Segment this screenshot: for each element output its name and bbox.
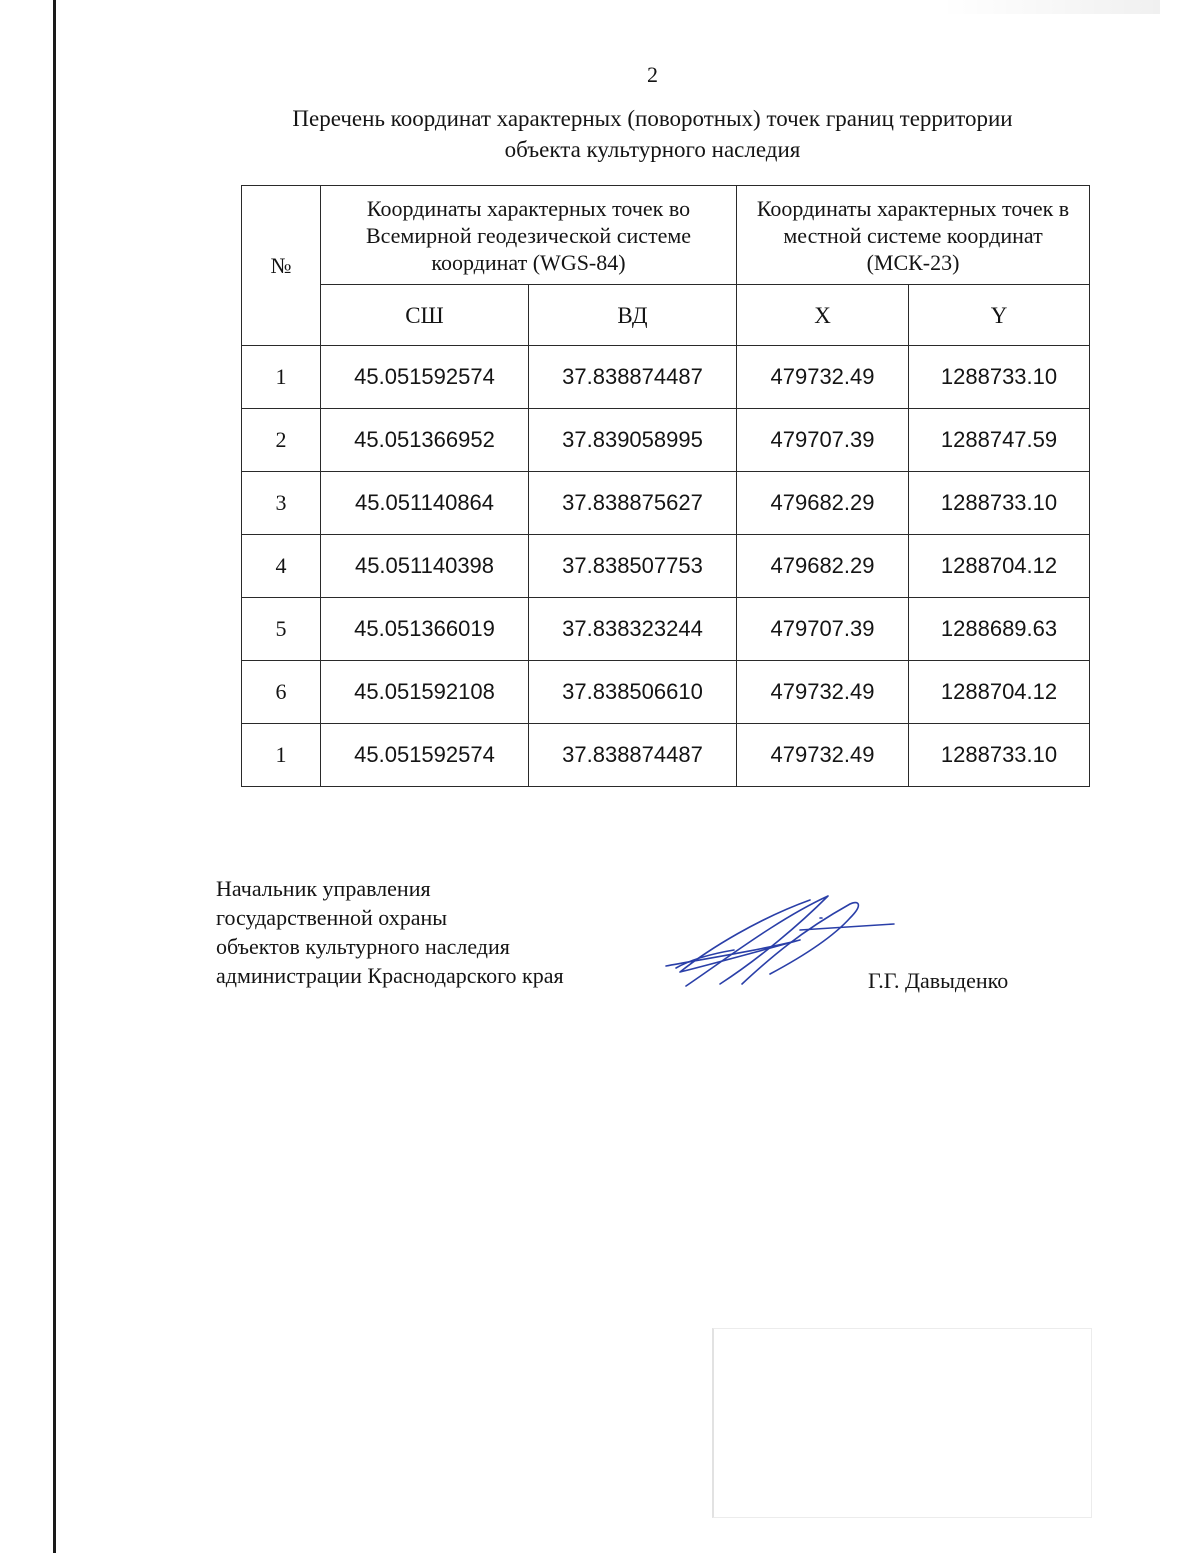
y-cell: 1288733.10 — [909, 472, 1090, 535]
header-wgs84: Координаты характерных точек во Всемирной геодезической системе координат (WGS-84) — [321, 186, 737, 285]
signer-name: Г.Г. Давыденко — [868, 968, 1009, 993]
x-cell: 479732.49 — [737, 724, 909, 787]
latitude-cell: 45.051366952 — [321, 409, 529, 472]
signer-position-line: Начальник управления — [216, 876, 431, 901]
header-msk23: Координаты характерных точек в местной системе координат (МСК-23) — [737, 186, 1090, 285]
x-cell: 479707.39 — [737, 598, 909, 661]
signer-position — [216, 874, 564, 990]
document-title — [225, 103, 1080, 165]
latitude-cell: 45.051140864 — [321, 472, 529, 535]
point-number: 2 — [242, 409, 321, 472]
longitude-cell: 37.838323244 — [529, 598, 737, 661]
header-longitude: ВД — [529, 285, 737, 346]
longitude-cell: 37.838874487 — [529, 346, 737, 409]
header-number: № — [242, 186, 321, 346]
scan-artifact — [940, 0, 1160, 14]
table-row — [242, 535, 1090, 598]
x-cell: 479707.39 — [737, 409, 909, 472]
longitude-cell: 37.838874487 — [529, 724, 737, 787]
header-y: Y — [909, 285, 1090, 346]
page-number: 2 — [647, 62, 658, 87]
y-cell: 1288747.59 — [909, 409, 1090, 472]
x-cell: 479732.49 — [737, 346, 909, 409]
x-cell: 479682.29 — [737, 535, 909, 598]
latitude-cell: 45.051140398 — [321, 535, 529, 598]
title-line-2: объекта культурного наследия — [504, 137, 801, 162]
title-line-1: Перечень координат характерных (поворотных) точек границ территории — [292, 106, 1013, 131]
table-row — [242, 724, 1090, 787]
header-x: X — [737, 285, 909, 346]
left-margin-rule — [53, 0, 56, 1553]
longitude-cell: 37.838507753 — [529, 535, 737, 598]
latitude-cell: 45.051592108 — [321, 661, 529, 724]
point-number: 1 — [242, 724, 321, 787]
point-number: 6 — [242, 661, 321, 724]
x-cell: 479732.49 — [737, 661, 909, 724]
latitude-cell: 45.051592574 — [321, 346, 529, 409]
table-row — [242, 661, 1090, 724]
point-number: 5 — [242, 598, 321, 661]
coordinates-table — [241, 185, 1090, 787]
longitude-cell: 37.839058995 — [529, 409, 737, 472]
point-number: 3 — [242, 472, 321, 535]
signer-position-line: администрации Краснодарского края — [216, 963, 564, 988]
y-cell: 1288689.63 — [909, 598, 1090, 661]
handwritten-signature-icon — [650, 888, 900, 998]
signer-position-line: объектов культурного наследия — [216, 934, 510, 959]
x-cell: 479682.29 — [737, 472, 909, 535]
latitude-cell: 45.051366019 — [321, 598, 529, 661]
table-row — [242, 346, 1090, 409]
latitude-cell: 45.051592574 — [321, 724, 529, 787]
y-cell: 1288704.12 — [909, 535, 1090, 598]
point-number: 1 — [242, 346, 321, 409]
table-row — [242, 598, 1090, 661]
y-cell: 1288733.10 — [909, 724, 1090, 787]
table-row — [242, 472, 1090, 535]
header-latitude: СШ — [321, 285, 529, 346]
faded-stamp-icon — [712, 1328, 1092, 1518]
y-cell: 1288704.12 — [909, 661, 1090, 724]
signer-position-line: государственной охраны — [216, 905, 448, 930]
longitude-cell: 37.838506610 — [529, 661, 737, 724]
point-number: 4 — [242, 535, 321, 598]
table-row — [242, 409, 1090, 472]
longitude-cell: 37.838875627 — [529, 472, 737, 535]
y-cell: 1288733.10 — [909, 346, 1090, 409]
